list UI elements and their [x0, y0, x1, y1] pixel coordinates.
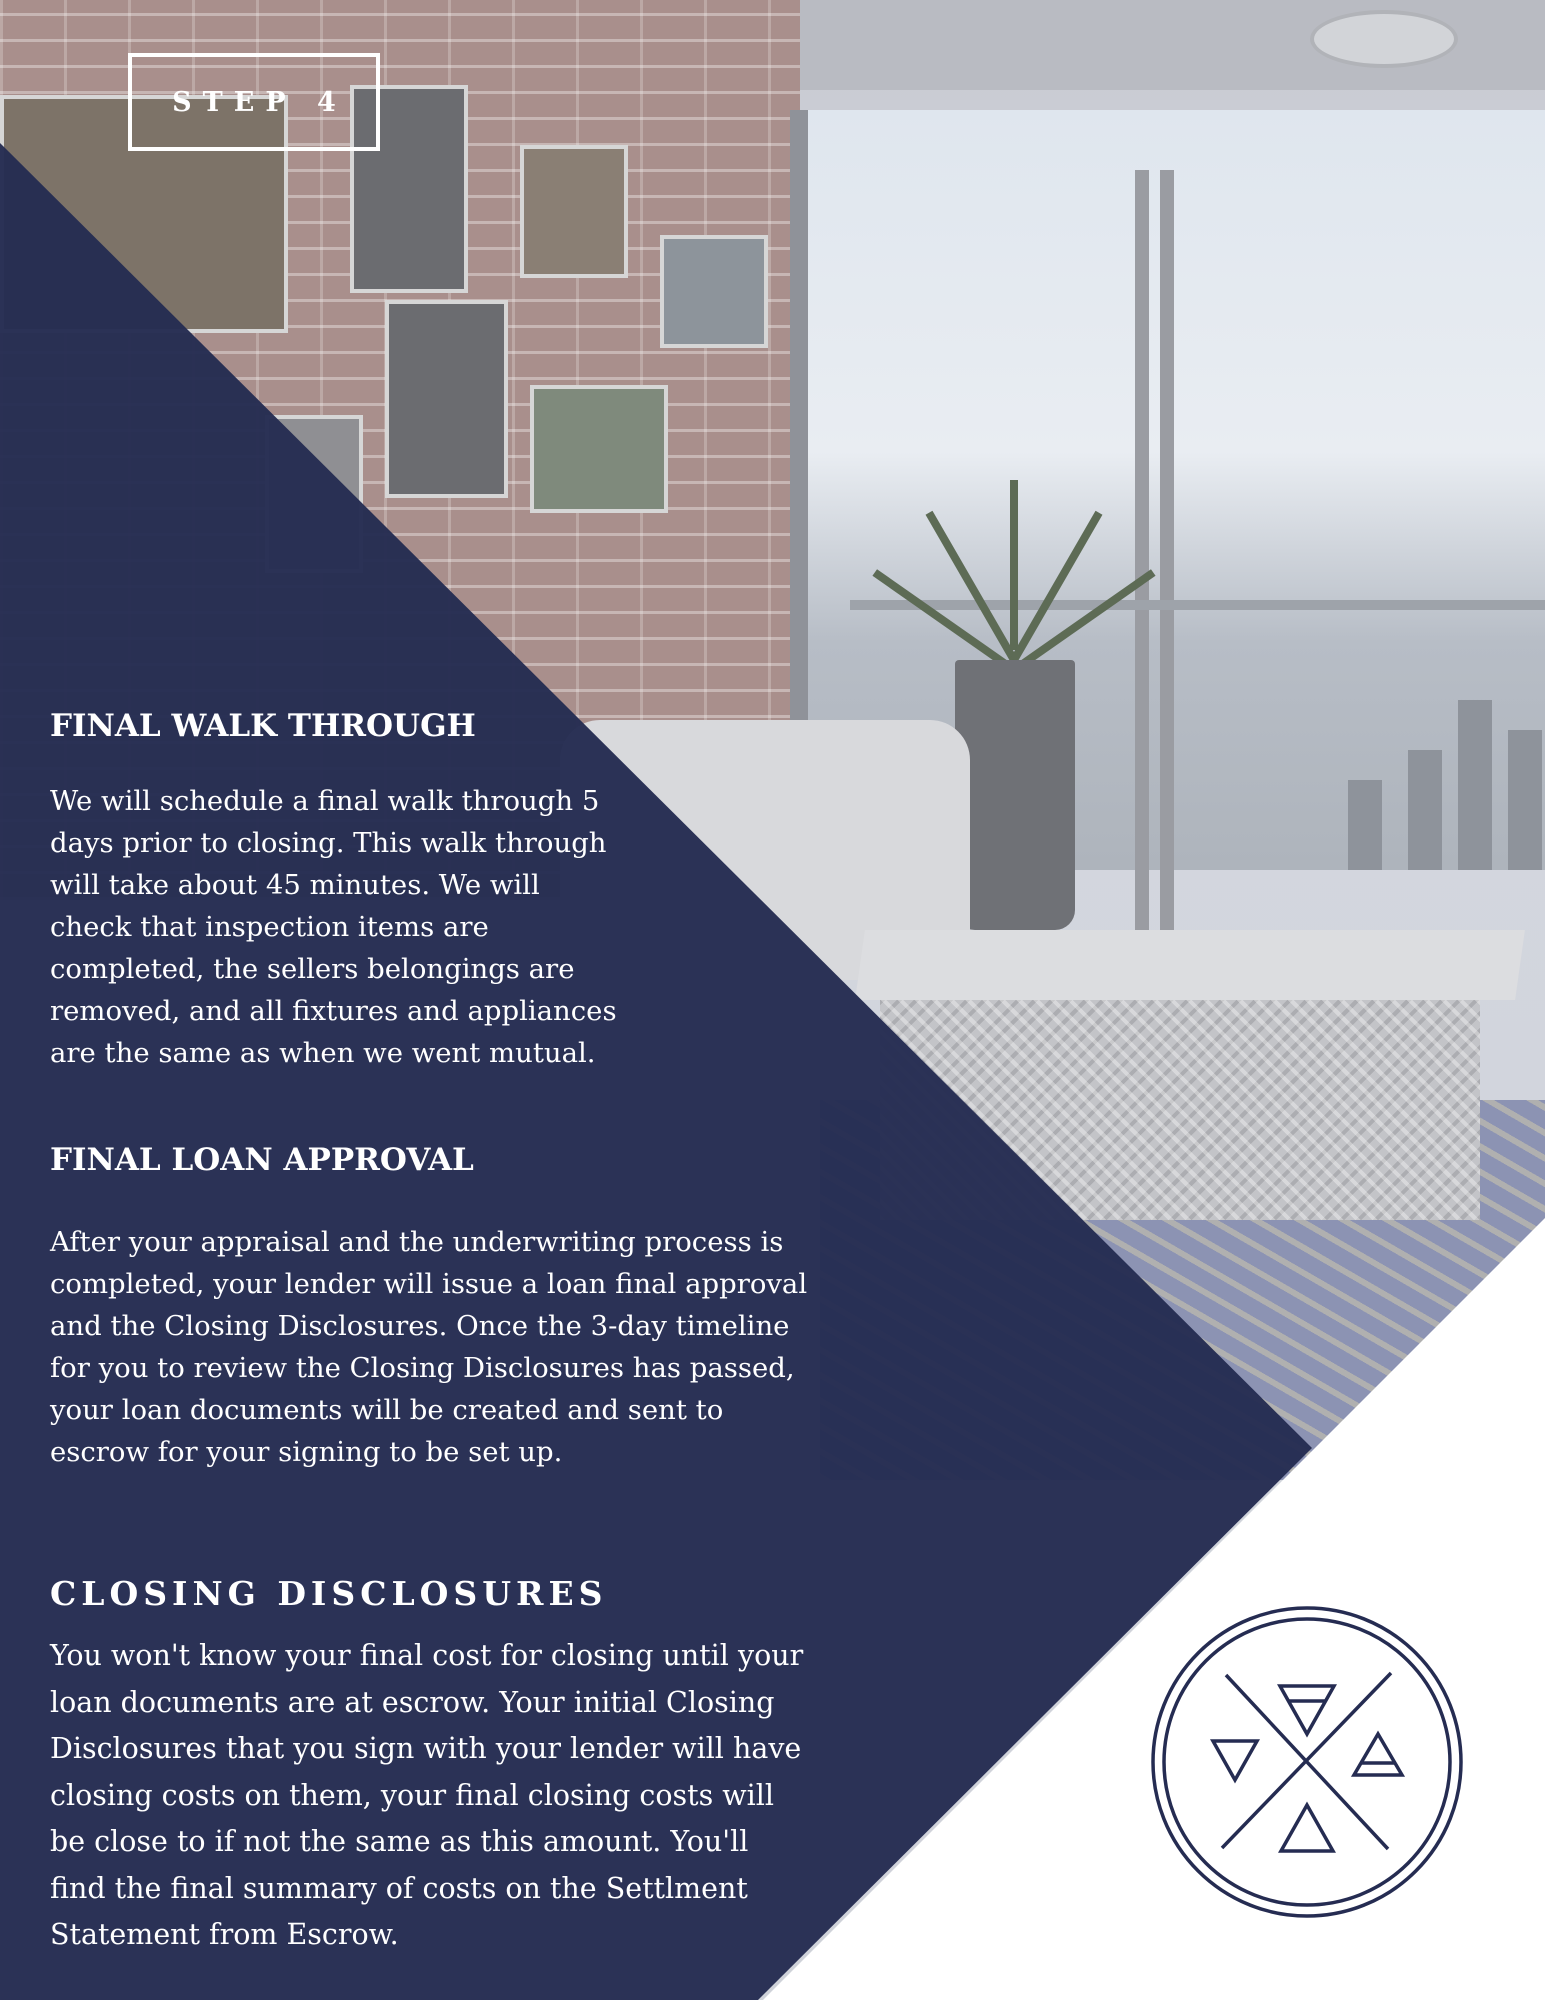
section-heading-final-loan-approval: FINAL LOAN APPROVAL: [50, 1142, 474, 1178]
step-label: STEP 4: [172, 86, 347, 118]
section-body-final-walk-through: We will schedule a final walk through 5 days prior to closing. This walk through will take about 45 minutes. We will check that inspection items are completed, the sellers belongings are removed, and all fixtures and appliances are the same as when we went mutual.: [50, 785, 617, 1069]
section-heading-closing-disclosures: CLOSING DISCLOSURES: [50, 1574, 608, 1613]
alchemical-elements-emblem-icon: [1148, 1603, 1466, 1921]
section-body-final-loan-approval: After your appraisal and the underwriting process is completed, your lender will issue a loan final approval and the Closing Disclosures. Once the 3-day timeline for you to review the Closing Disclosures has passed, your loan documents will be created and sent to escrow for your signing to be set up.: [50, 1226, 808, 1468]
section-body-closing-disclosures: You won't know your final cost for closing until your loan documents are at escrow. Your initial Closing Disclosures that you sign with your lender will have closing costs on them, your final closing costs will be close to if not the same as this amount. You'll find the final summary of costs on the Settlment Statement from Escrow.: [50, 1639, 804, 1951]
section-heading-final-walk-through: FINAL WALK THROUGH: [50, 708, 476, 744]
step-badge: [128, 53, 380, 151]
